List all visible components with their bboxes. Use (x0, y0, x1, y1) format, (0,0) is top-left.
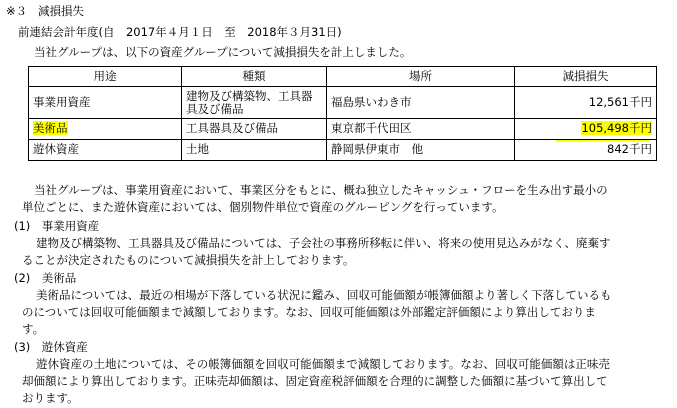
header-use: 用途 (29, 67, 182, 87)
item-line: ることが決定されたものについて減損損失を計上しております。 (22, 253, 355, 267)
header-amount: 減損損失 (515, 67, 657, 87)
row-type: 建物及び構築物、工具器具及び備品 (182, 87, 327, 119)
row-use: 遊休資産 (29, 140, 182, 161)
item-label: (3) 遊休資産 (14, 340, 88, 354)
row-use: 事業用資産 (29, 87, 182, 119)
item-artworks (14, 270, 666, 338)
row-type: 工具器具及び備品 (182, 119, 327, 140)
row-amount: 105,498千円 (581, 121, 652, 136)
item-line: す。 (22, 322, 45, 336)
item-line: 美術品については、最近の相場が下落している状況に鑑み、回収可能価額が帳簿価額より著しく下落しているも (36, 288, 612, 302)
impairment-loss-table (28, 66, 657, 161)
table-row (29, 87, 657, 119)
row-place: 福島県いわき市 (327, 87, 515, 119)
grouping-line: 単位ごとに、また遊休資産においては、個別物件単位で資産のグルーピングを行っています。 (22, 200, 504, 214)
grouping-paragraph (22, 182, 674, 216)
header-type: 種類 (182, 67, 327, 87)
row-amount: 842千円 (515, 140, 657, 161)
item-line: 却価額により算出しております。正味売却価額は、固定資産税評価額を合理的に調整した価額に基づいて算出して (22, 374, 608, 388)
item-line: 遊休資産の土地については、その帳簿価額を回収可能価額まで減額しております。なお、回収可能価額は正味売 (36, 357, 610, 371)
row-use-cell (29, 119, 182, 140)
section-title: 減損損失 (38, 4, 84, 18)
grouping-line: 当社グループは、事業用資産において、事業区分をもとに、概ね独立したキャッシュ・フローを生み出す最小の (34, 183, 608, 197)
table-header-row (29, 67, 657, 87)
item-idle-assets (14, 339, 666, 407)
period-line: 前連結会計年度(自 2017年４月１日 至 2018年３月31日) (18, 25, 342, 39)
item-business-assets (14, 218, 666, 269)
item-line: 建物及び構築物、工具器具及び備品については、子会社の事務所移転に伴い、将来の使用見込みがなく、廃棄す (36, 236, 611, 250)
highlight-underline (556, 140, 650, 142)
item-line: おります。 (22, 391, 79, 405)
row-place: 東京都千代田区 (327, 119, 515, 140)
intro-text: 当社グループは、以下の資産グループについて減損損失を計上しました。 (34, 45, 412, 59)
item-label: (2) 美術品 (14, 271, 77, 285)
row-amount: 12,561千円 (515, 87, 657, 119)
table-row (29, 140, 657, 161)
row-use: 美術品 (33, 121, 68, 136)
note-marker: ※３ (6, 4, 28, 18)
header-place: 場所 (327, 67, 515, 87)
item-line: のについては回収可能価額まで減額しております。なお、回収可能価額は外部鑑定評価額により算出しておりま (22, 305, 596, 319)
table-row-highlighted (29, 119, 657, 140)
row-type: 土地 (182, 140, 327, 161)
row-amount-cell (515, 119, 657, 140)
item-label: (1) 事業用資産 (14, 219, 100, 233)
row-place: 静岡県伊東市 他 (327, 140, 515, 161)
